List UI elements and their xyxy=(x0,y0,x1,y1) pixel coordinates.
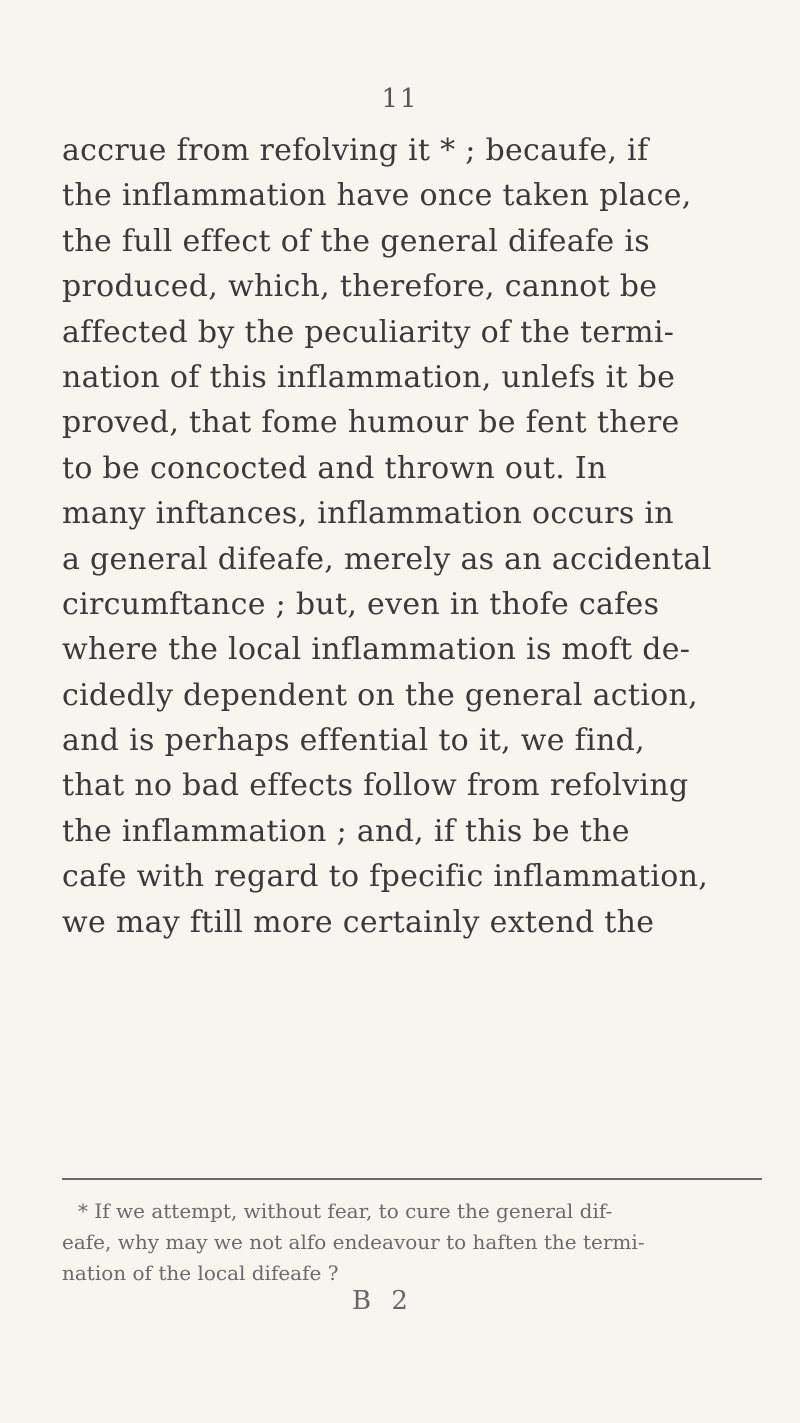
body-line: where the local inflammation is moft de- xyxy=(62,632,691,668)
page-number: 11 xyxy=(381,84,419,114)
body-line: the inflammation ; and, if this be the xyxy=(62,813,630,849)
body-line: we may ftill more certainly extend the xyxy=(62,904,655,940)
footnote-line: eafe, why may we not alfo endeavour to haften the termi- xyxy=(62,1230,645,1254)
footnote xyxy=(62,1196,782,1289)
body-line: affected by the peculiarity of the termi- xyxy=(62,314,675,350)
body-text xyxy=(62,128,782,945)
body-line: that no bad effects follow from refolving xyxy=(62,768,689,804)
body-line: nation of this inflammation, unlefs it be xyxy=(62,359,676,395)
body-line: accrue from refolving it * ; becaufe, if xyxy=(62,133,649,168)
footnote-line: nation of the local difeafe ? xyxy=(62,1261,339,1285)
footnote-line: * If we attempt, without fear, to cure the general dif- xyxy=(78,1199,613,1223)
body-line: proved, that fome humour be fent there xyxy=(62,405,680,441)
body-line: a general difeafe, merely as an accidental xyxy=(62,541,712,577)
body-line: many inftances, inflammation occurs in xyxy=(62,496,674,532)
body-line: to be concocted and thrown out. In xyxy=(62,450,607,486)
body-line: cidedly dependent on the general action, xyxy=(62,677,698,713)
body-line: cafe with regard to fpecific inflammation, xyxy=(62,859,709,895)
body-line: circumftance ; but, even in thofe cafes xyxy=(62,586,660,622)
body-line: the inflammation have once taken place, xyxy=(62,178,692,214)
body-line: produced, which, therefore, cannot be xyxy=(62,269,658,305)
body-line: the full effect of the general difeafe is xyxy=(62,223,650,259)
footnote-divider xyxy=(62,1178,762,1180)
body-line: and is perhaps effential to it, we find, xyxy=(62,723,645,759)
signature-mark: B 2 xyxy=(352,1286,414,1316)
